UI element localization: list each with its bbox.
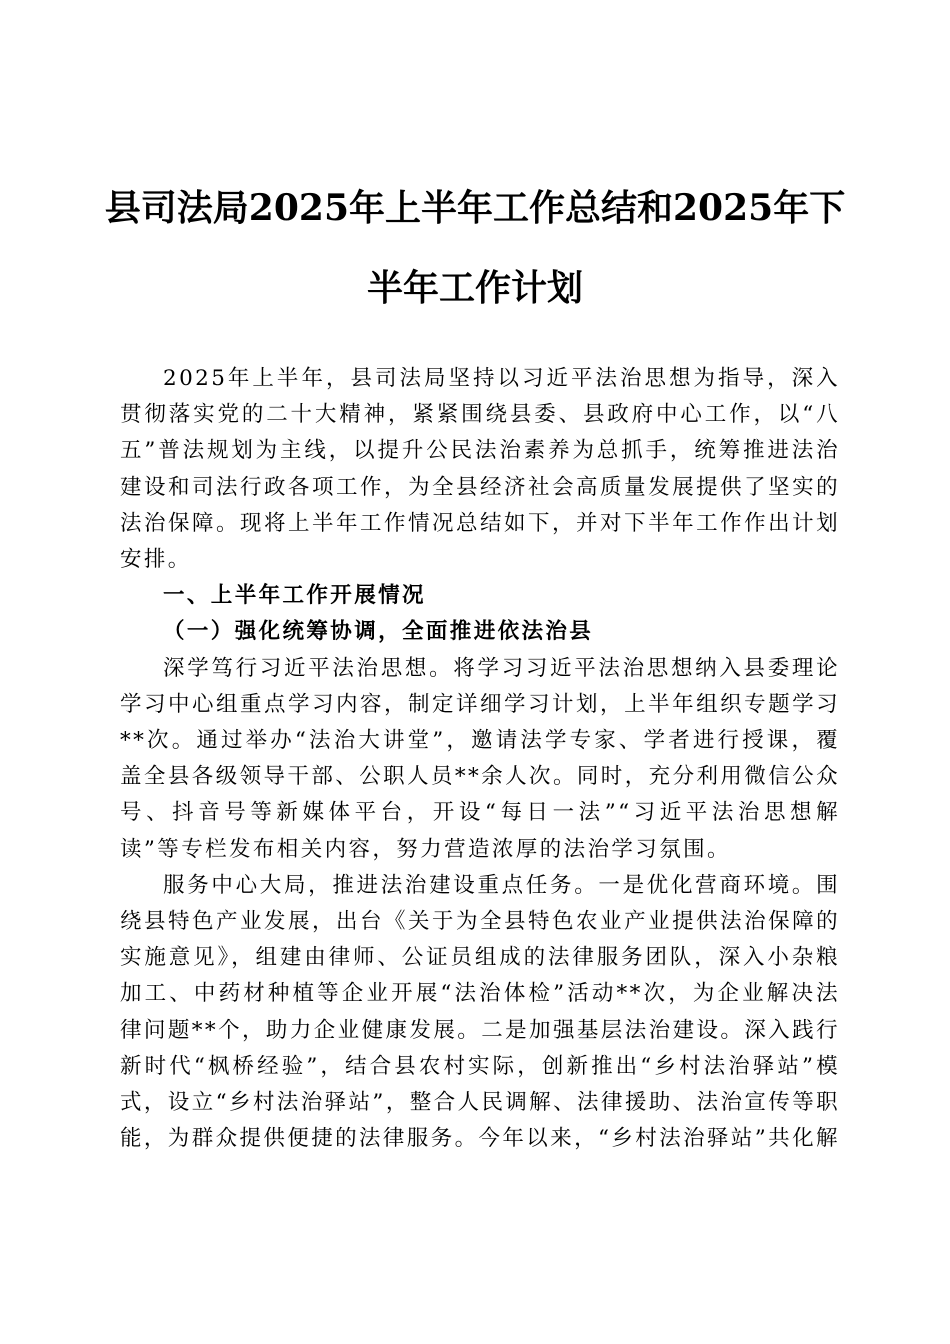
title-line-1: 县司法局2025年上半年工作总结和2025年下 [104, 187, 846, 229]
subsection-heading: （一）强化统筹协调，全面推进依法治县 [163, 619, 594, 645]
body-paragraph-2: 服务中心大局，推进法治建设重点任务。一是优化营商环境。围绕县特色产业发展，出台《关于为全县特色农业产业提供法治保障的实施意见》，组建由律师、公证员组成的法律服务团队，深入小杂粮加工、中药材种植等企业开展“法治体检”活动**次，为企业解决法律问题**个，助力企业健康发展。二是加强基层法治建设。深入践行新时代“枫桥经验”，结合县农村实际，创新推出“乡村法治驿站”模式，设立“乡村法治驿站”，整合人民调解、法律援助、法治宣传等职能，为群众提供便捷的法律服务。今年以来，“乡村法治驿站”共化解 [120, 872, 840, 1152]
document-body [120, 361, 840, 1157]
section-heading: 一、上半年工作开展情况 [163, 583, 426, 609]
intro-paragraph: 2025年上半年，县司法局坚持以习近平法治思想为指导，深入贯彻落实党的二十大精神，紧紧围绕县委、县政府中心工作，以“八五”普法规划为主线，以提升公民法治素养为总抓手，统筹推进法治建设和司法行政各项工作，为全县经济社会高质量发展提供了坚实的法治保障。现将上半年工作情况总结如下，并对下半年工作作出计划安排。 [120, 366, 840, 573]
title-line-2: 半年工作计划 [366, 267, 583, 309]
document-title [100, 168, 850, 328]
body-paragraph-1: 深学笃行习近平法治思想。将学习习近平法治思想纳入县委理论学习中心组重点学习内容，制定详细学习计划，上半年组织专题学习**次。通过举办“法治大讲堂”，邀请法学专家、学者进行授课，覆盖全县各级领导干部、公职人员**余人次。同时，充分利用微信公众号、抖音号等新媒体平台，开设“每日一法”“习近平法治思想解读”等专栏发布相关内容，努力营造浓厚的法治学习氛围。 [120, 655, 840, 862]
